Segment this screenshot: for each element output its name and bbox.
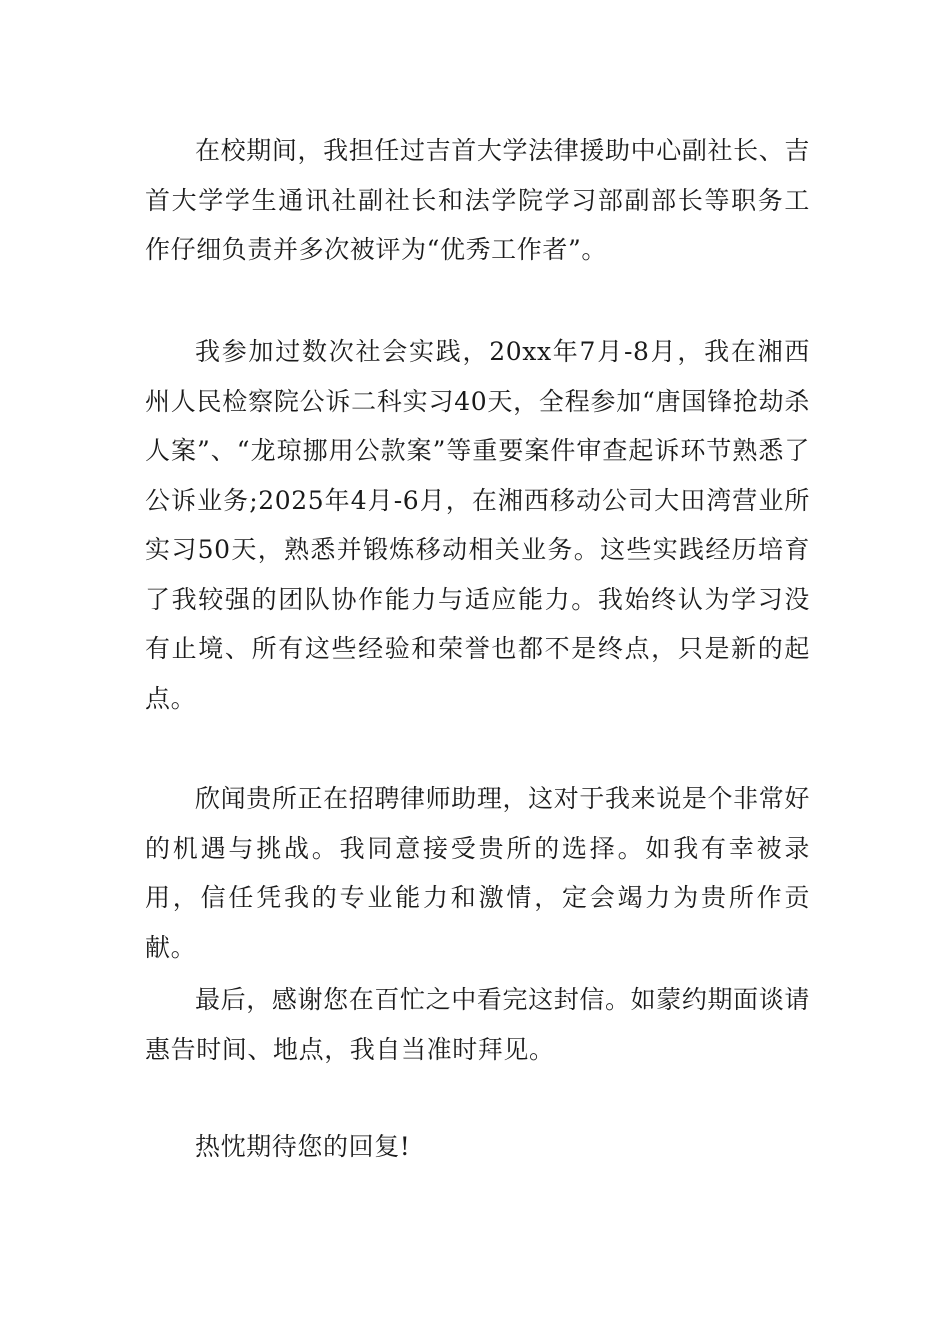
paragraph-closing-wish: 热忱期待您的回复! — [195, 1132, 411, 1161]
paragraph-social-practice: 我参加过数次社会实践，20xx年7月-8月，我在湘西州人民检察院公诉二科实习40天，全程参加“唐国锋抢劫杀人案”、“龙琼挪用公款案”等重要案件审查起诉环节熟悉了公诉业务;2025年4月-6月，在湘西移动公司大田湾营业所实习50天，熟悉并锻炼移动相关业务。这些实践经历培育了我较强的团队协作能力与适应能力。我始终认为学习没有止境、所有这些经验和荣誉也都不是终点，只是新的起点。 — [145, 337, 810, 713]
paragraph-campus-roles: 在校期间，我担任过吉首大学法律援助中心副社长、吉首大学学生通讯社副社长和法学院学习部副部长等职务工作仔细负责并多次被评为“优秀工作者”。 — [145, 136, 810, 264]
paragraph-application-intent: 欣闻贵所正在招聘律师助理，这对于我来说是个非常好的机遇与挑战。我同意接受贵所的选择。如我有幸被录用，信任凭我的专业能力和激情，定会竭力为贵所作贡献。 — [145, 784, 810, 962]
paragraph-closing-thanks: 最后，感谢您在百忙之中看完这封信。如蒙约期面谈请惠告时间、地点，我自当准时拜见。 — [145, 985, 810, 1064]
